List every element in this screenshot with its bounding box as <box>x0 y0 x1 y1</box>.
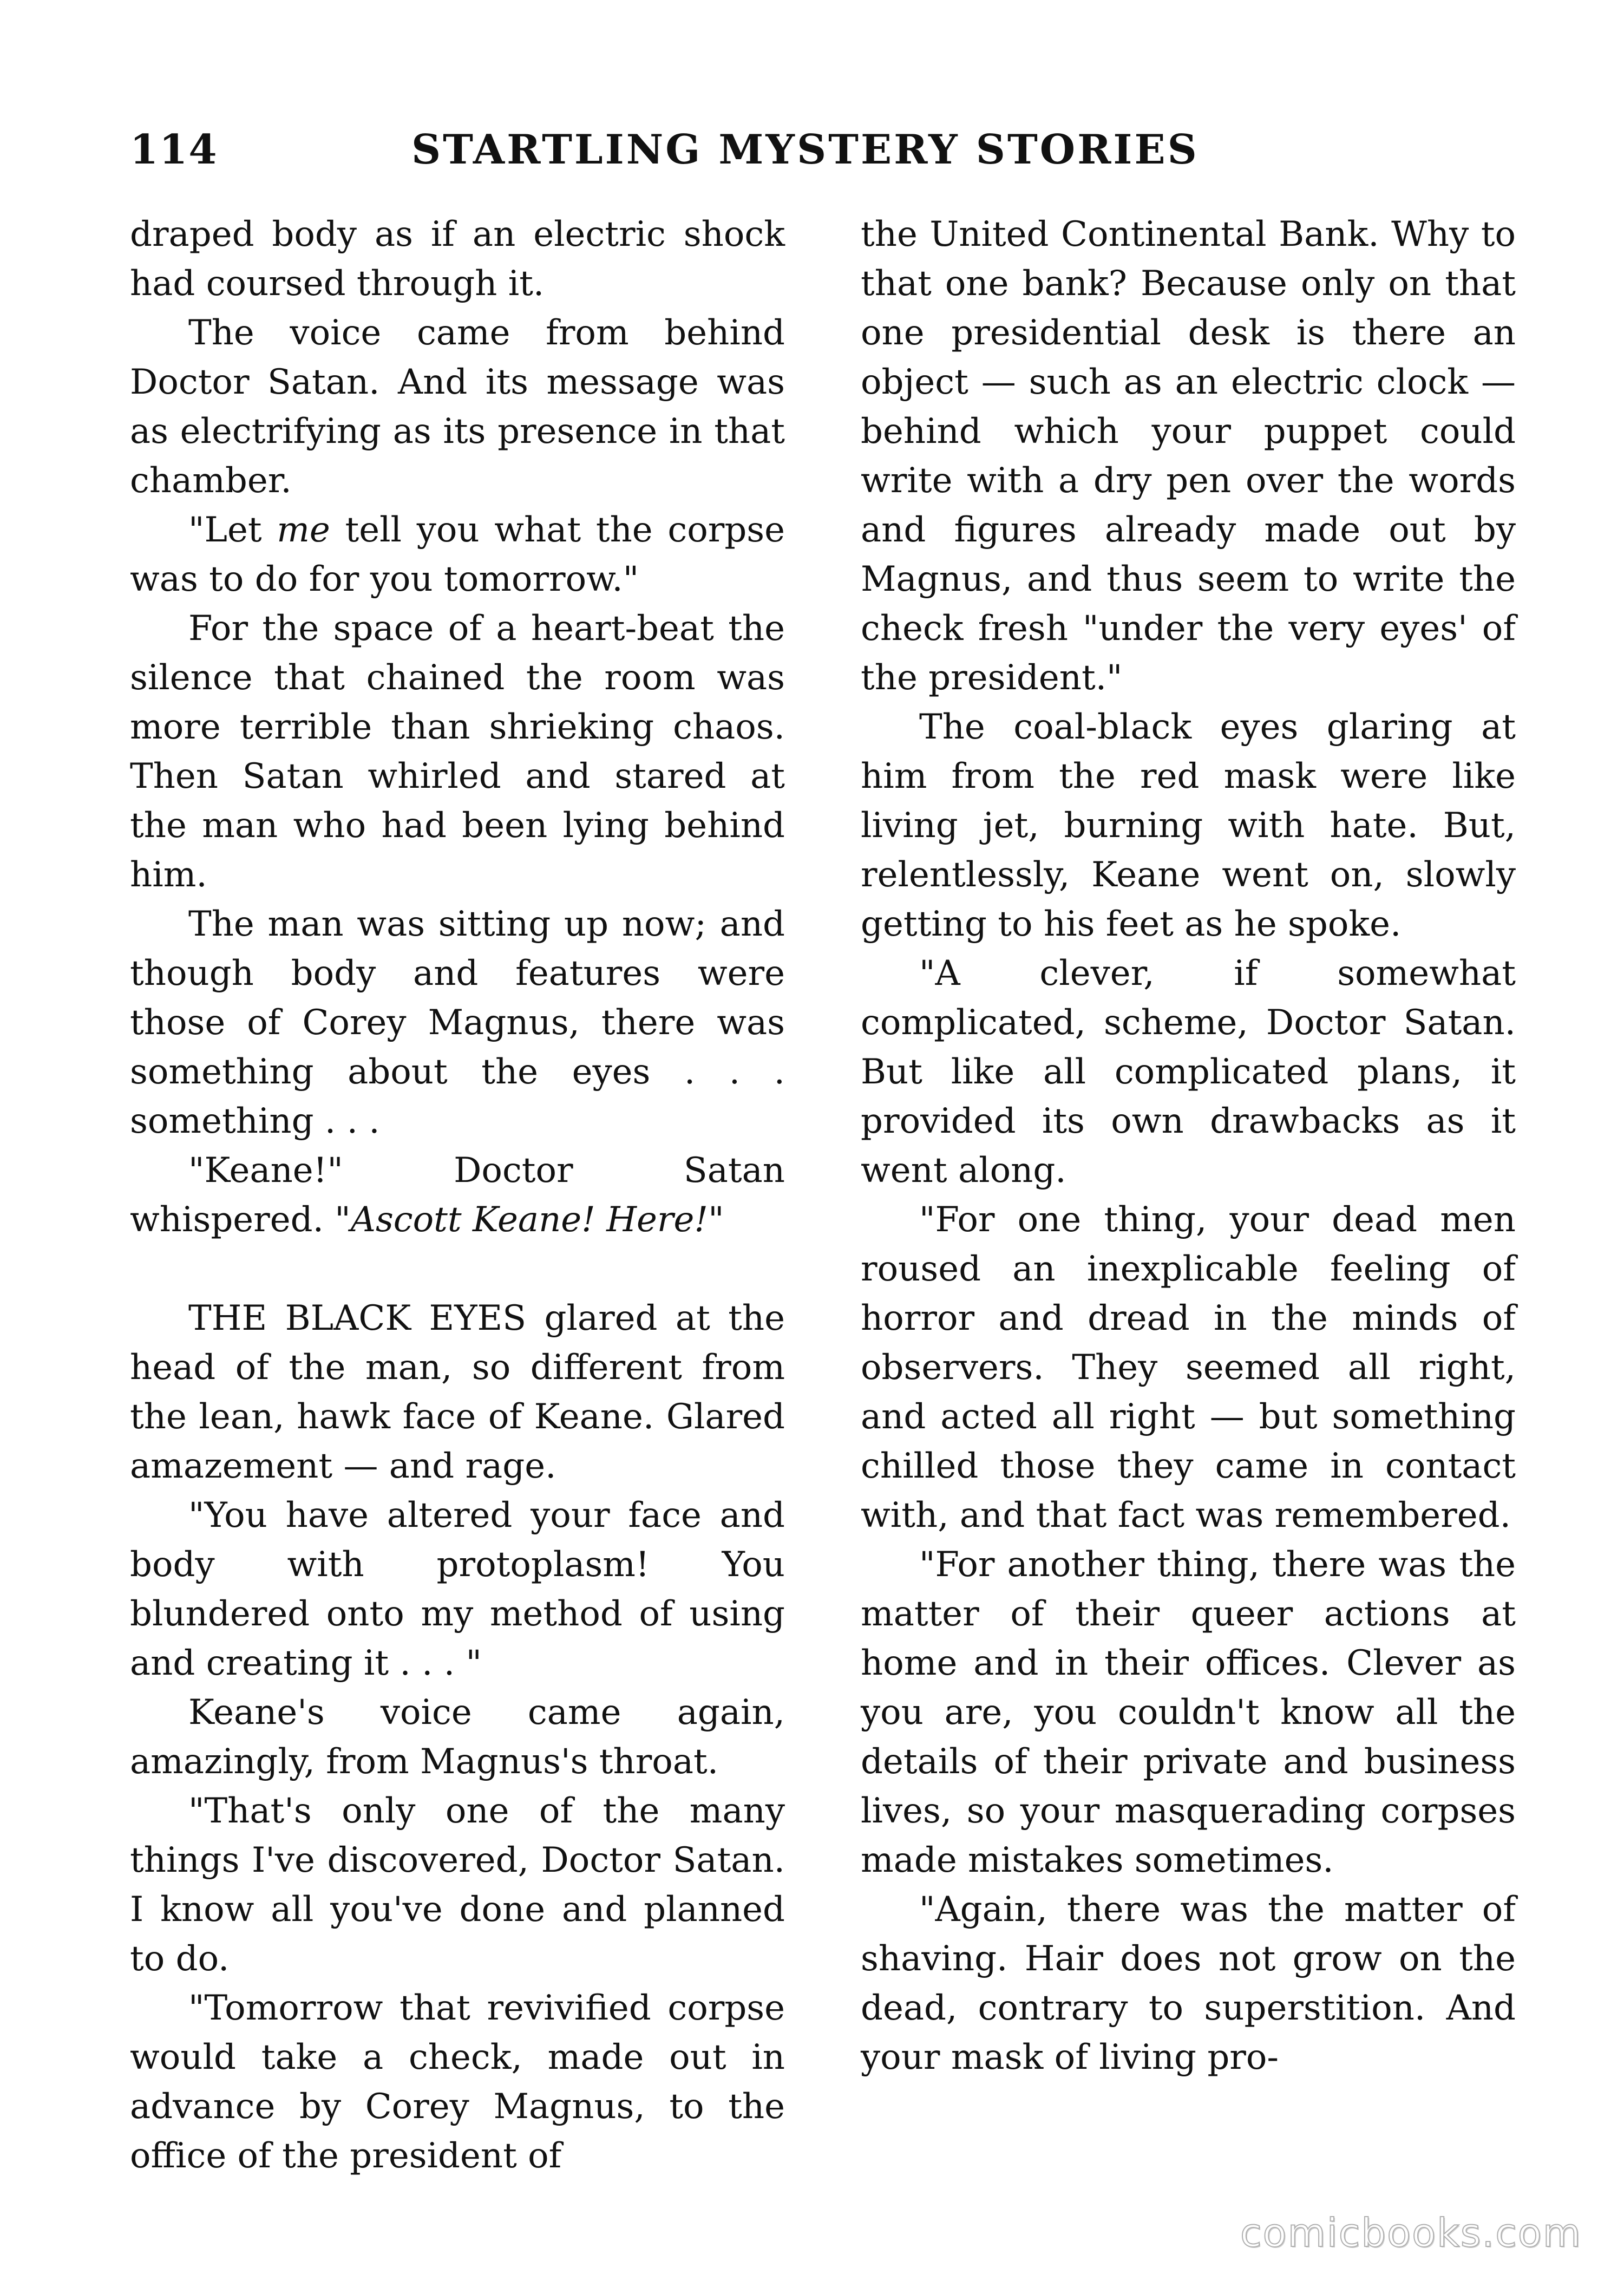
page-number: 114 <box>130 126 218 173</box>
right-column <box>861 210 1516 2082</box>
text-span: tell you what the corpse was to do for you tomorrow." <box>130 510 785 599</box>
paragraph: Keane's voice came again, amazingly, from Magnus's throat. <box>130 1693 785 1782</box>
paragraph: draped body as if an electric shock had coursed through it. <box>130 214 785 304</box>
paragraph: "You have altered your face and body with protoplasm! You blundered onto my method of using and creating it . . . " <box>130 1495 785 1683</box>
italic-text: me <box>277 510 330 550</box>
running-title: STARTLING MYSTERY STORIES <box>411 126 1199 173</box>
watermark-logo: comicbooks.com <box>1240 2210 1582 2256</box>
text-span: "Let <box>188 510 277 550</box>
paragraph: The coal-black eyes glaring at him from the red mask were like living jet, burning with hate. But, relentlessly, Keane went on, slowly getting to his feet as he spoke. <box>861 707 1516 944</box>
paragraph: "A clever, if somewhat complicated, scheme, Doctor Satan. But like all complicated plans, it provided its own drawbacks as it went along. <box>861 953 1516 1191</box>
paragraph <box>130 1146 785 1245</box>
italic-text: "Ascott Keane! Here!" <box>335 1200 724 1240</box>
text-span: "Keane!" Doctor Satan whispered. <box>130 1151 785 1240</box>
paragraph: "Tomorrow that revivified corpse would take a check, made out in advance by Corey Magnus, to the office of the president of <box>130 1988 785 2176</box>
section-start-paragraph: THE BLACK EYES glared at the head of the man, so different from the lean, hawk face of Keane. Glared amazement — and rage. <box>130 1298 785 1486</box>
paragraph: "Again, there was the matter of shaving. Hair does not grow on the dead, contrary to superstition. And your mask of living pro- <box>861 1890 1516 2077</box>
paragraph: For the space of a heart-beat the silence that chained the room was more terrible than shrieking chaos. Then Satan whirled and stared at the man who had been lying behind him. <box>130 609 785 895</box>
paragraph: the United Continental Bank. Why to that one bank? Because only on that one presidential desk is there an object — such as an electric clock — behind which your puppet could write with a dry pen over the words and figures already made out by Magnus, and thus seem to write the check fresh "under the very eyes' of the president." <box>861 214 1516 698</box>
paragraph: "For one thing, your dead men roused an inexplicable feeling of horror and dread in the minds of observers. They seemed all right, and acted all right — but something chilled those they came in contact with, and that fact was remembered. <box>861 1200 1516 1535</box>
left-column <box>130 210 785 2181</box>
paragraph: The man was sitting up now; and though body and features were those of Corey Magnus, there was something about the eyes . . . something . . . <box>130 904 785 1141</box>
page-header <box>130 126 1516 185</box>
paragraph: The voice came from behind Doctor Satan. And its message was as electrifying as its presence in that chamber. <box>130 313 785 501</box>
paragraph: "For another thing, there was the matter of their queer actions at home and in their offices. Clever as you are, you couldn't know all the details of their private and business lives, so your masquerading corpses made mistakes sometimes. <box>861 1545 1516 1880</box>
paragraph: "That's only one of the many things I've discovered, Doctor Satan. I know all you've done and planned to do. <box>130 1791 785 1979</box>
paragraph <box>130 506 785 604</box>
